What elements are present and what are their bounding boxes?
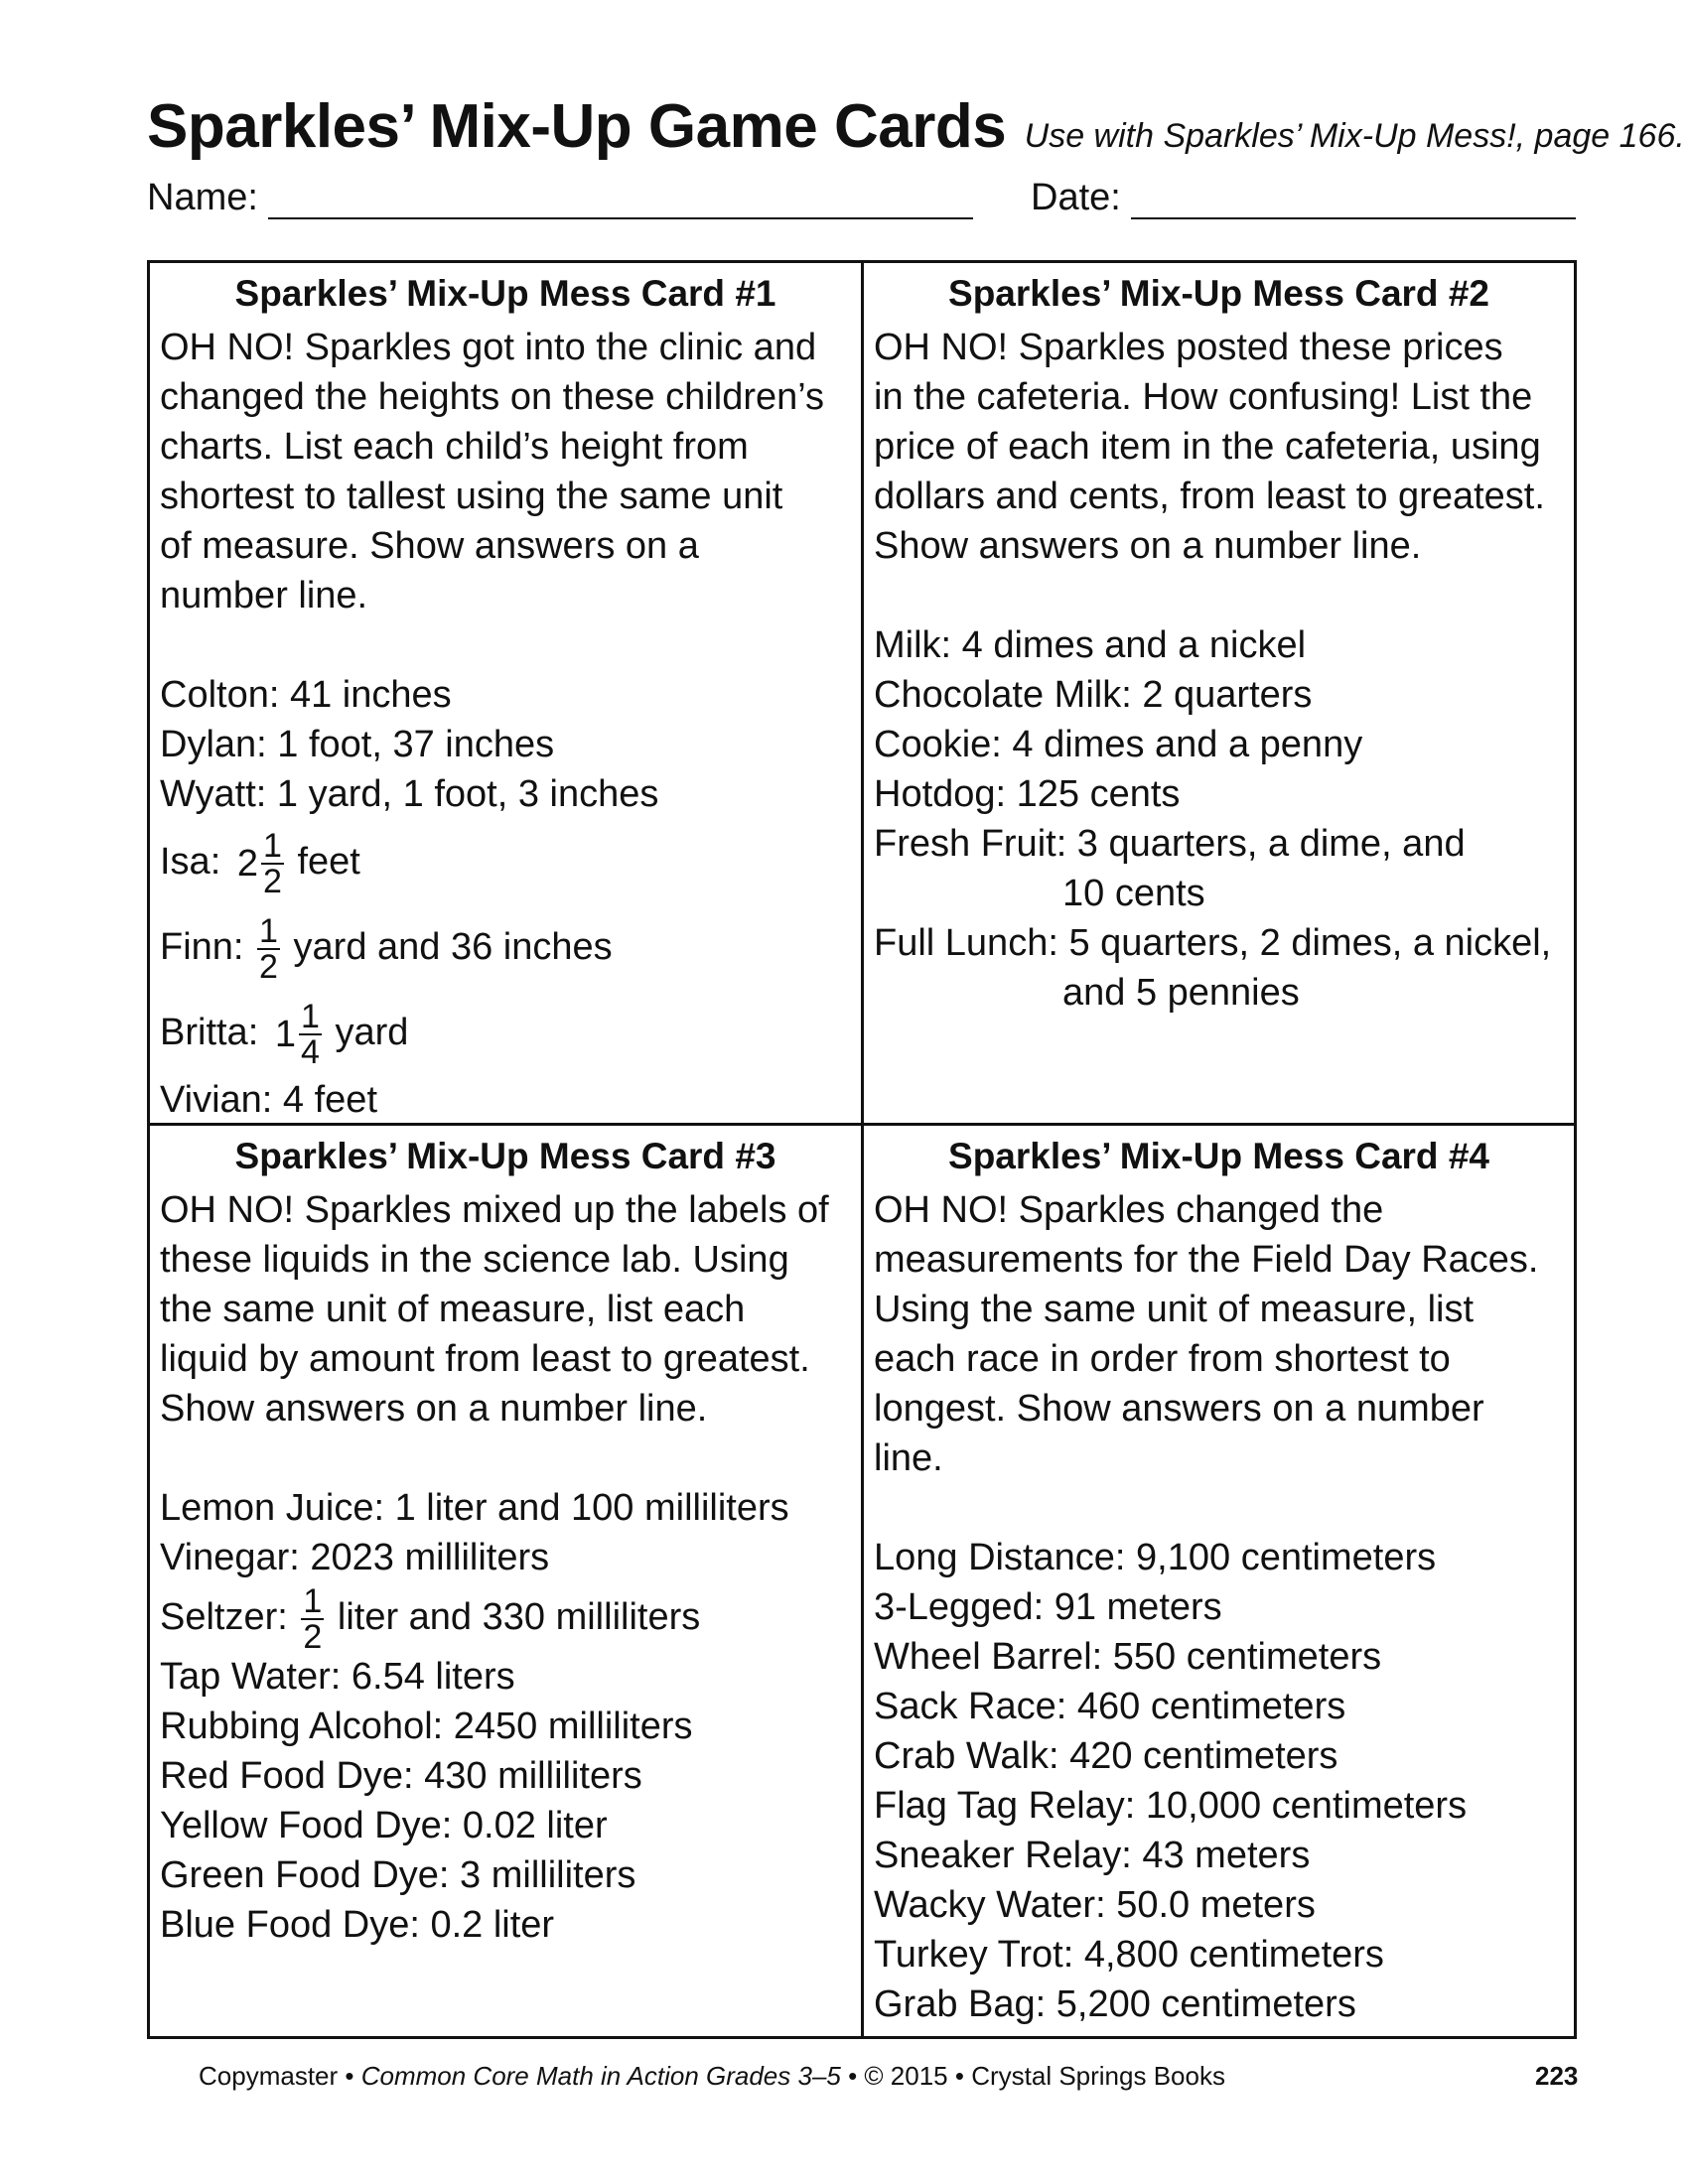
card-title: Sparkles’ Mix-Up Mess Card #2 <box>948 273 1489 314</box>
intro-line: of measure. Show answers on a <box>160 525 699 567</box>
list-item-isa <box>160 819 851 904</box>
item-label: Seltzer: <box>160 1596 288 1638</box>
list-item: Vivian: 4 feet <box>160 1079 378 1121</box>
page-number: 223 <box>1535 2061 1579 2091</box>
card-intro <box>160 323 851 620</box>
name-label: Name: <box>147 177 258 218</box>
page-subtitle: Use with Sparkles’ Mix-Up Mess!, page 166. <box>1024 117 1685 155</box>
list-item: Full Lunch: 5 quarters, 2 dimes, a nickel, <box>874 922 1552 964</box>
list-item: Blue Food Dye: 0.2 liter <box>160 1904 555 1946</box>
card-intro <box>160 1185 851 1433</box>
intro-line: OH NO! Sparkles got into the clinic and <box>160 327 817 368</box>
item-unit: yard <box>335 1012 409 1053</box>
fraction <box>301 1581 324 1656</box>
list-item: Tap Water: 6.54 liters <box>160 1656 515 1698</box>
intro-line: the same unit of measure, list each <box>160 1289 746 1330</box>
list-item: Rubbing Alcohol: 2450 milliliters <box>160 1706 693 1747</box>
item-unit: yard and 36 inches <box>293 926 613 968</box>
list-item-continuation: 10 cents <box>1062 873 1205 914</box>
intro-line: these liquids in the science lab. Using <box>160 1239 789 1281</box>
intro-line: OH NO! Sparkles changed the <box>874 1189 1384 1231</box>
list-item-britta <box>160 990 851 1075</box>
list-item: Green Food Dye: 3 milliliters <box>160 1854 636 1896</box>
page-title: Sparkles’ Mix-Up Game Cards <box>147 92 1007 161</box>
intro-line: line. <box>874 1437 943 1479</box>
page-header <box>147 91 1685 171</box>
intro-line: dollars and cents, from least to greatest. <box>874 476 1545 517</box>
fraction-numerator: 1 <box>303 1581 323 1620</box>
date-label: Date: <box>1031 177 1121 218</box>
fraction-denominator: 2 <box>259 947 278 986</box>
intro-line: measurements for the Field Day Races. <box>874 1239 1539 1281</box>
intro-line: charts. List each child’s height from <box>160 426 749 468</box>
list-item: Hotdog: 125 cents <box>874 773 1181 815</box>
list-item: 3-Legged: 91 meters <box>874 1586 1222 1628</box>
intro-line: OH NO! Sparkles posted these prices <box>874 327 1503 368</box>
fraction <box>299 997 322 1071</box>
list-item: Grab Bag: 5,200 centimeters <box>874 1983 1356 2025</box>
footer-book-title: Common Core Math in Action Grades 3–5 <box>360 2061 841 2091</box>
card-1 <box>150 263 861 1123</box>
fraction <box>261 826 284 900</box>
footer-prefix: Copymaster • <box>199 2061 361 2091</box>
intro-line: price of each item in the cafeteria, using <box>874 426 1541 468</box>
intro-line: OH NO! Sparkles mixed up the labels of <box>160 1189 829 1231</box>
footer-suffix: • © 2015 • Crystal Springs Books <box>840 2061 1225 2091</box>
intro-line: Show answers on a number line. <box>160 1388 708 1430</box>
list-item: Cookie: 4 dimes and a penny <box>874 724 1363 765</box>
intro-line: shortest to tallest using the same unit <box>160 476 783 517</box>
intro-line: in the cafeteria. How confusing! List the <box>874 376 1533 418</box>
fraction-denominator: 2 <box>303 1617 323 1656</box>
intro-line: liquid by amount from least to greatest. <box>160 1338 810 1380</box>
list-item: Chocolate Milk: 2 quarters <box>874 674 1313 716</box>
fraction-denominator: 2 <box>262 862 282 900</box>
fraction-numerator: 1 <box>300 997 320 1035</box>
item-unit: feet <box>297 841 360 883</box>
list-item: Colton: 41 inches <box>160 674 452 716</box>
list-item-finn <box>160 904 851 990</box>
mixed-whole: 1 <box>274 1013 296 1055</box>
item-label: Isa: <box>160 841 221 883</box>
card-2 <box>864 263 1574 1123</box>
mixed-whole: 2 <box>236 842 258 885</box>
list-item: Sack Race: 460 centimeters <box>874 1686 1346 1727</box>
fraction <box>257 911 280 986</box>
intro-line: Using the same unit of measure, list <box>874 1289 1475 1330</box>
item-label: Britta: <box>160 1012 259 1053</box>
name-field[interactable] <box>147 177 973 226</box>
list-item: Wacky Water: 50.0 meters <box>874 1884 1316 1926</box>
card-title: Sparkles’ Mix-Up Mess Card #1 <box>234 273 776 314</box>
list-item: Lemon Juice: 1 liter and 100 milliliters <box>160 1487 789 1529</box>
intro-line: Show answers on a number line. <box>874 525 1422 567</box>
card-title: Sparkles’ Mix-Up Mess Card #4 <box>948 1136 1489 1176</box>
list-item: Milk: 4 dimes and a nickel <box>874 624 1307 666</box>
list-item: Sneaker Relay: 43 meters <box>874 1835 1311 1876</box>
list-item: Wheel Barrel: 550 centimeters <box>874 1636 1382 1678</box>
list-item: Long Distance: 9,100 centimeters <box>874 1537 1437 1578</box>
date-field[interactable] <box>1031 177 1576 226</box>
list-item: Dylan: 1 foot, 37 inches <box>160 724 555 765</box>
intro-line: changed the heights on these children’s <box>160 376 825 418</box>
card-4 <box>864 1126 1574 2036</box>
card-title: Sparkles’ Mix-Up Mess Card #3 <box>234 1136 776 1176</box>
list-item: Fresh Fruit: 3 quarters, a dime, and <box>874 823 1466 865</box>
fraction-numerator: 1 <box>259 911 278 950</box>
list-item: Turkey Trot: 4,800 centimeters <box>874 1934 1384 1976</box>
list-item: Yellow Food Dye: 0.02 liter <box>160 1805 608 1846</box>
footer-credit <box>199 2061 1225 2092</box>
item-label: Finn: <box>160 926 244 968</box>
item-unit: liter and 330 milliliters <box>337 1596 701 1638</box>
list-item: Vinegar: 2023 milliliters <box>160 1537 550 1578</box>
intro-line: each race in order from shortest to <box>874 1338 1451 1380</box>
name-line[interactable] <box>268 178 973 219</box>
card-intro <box>874 323 1564 571</box>
date-line[interactable] <box>1131 178 1576 219</box>
cards-grid <box>147 260 1577 2039</box>
list-item: Wyatt: 1 yard, 1 foot, 3 inches <box>160 773 659 815</box>
list-item: Crab Walk: 420 centimeters <box>874 1735 1338 1777</box>
list-item-seltzer <box>160 1581 851 1656</box>
intro-line: longest. Show answers on a number <box>874 1388 1484 1430</box>
fraction-numerator: 1 <box>262 826 282 865</box>
card-intro <box>874 1185 1564 1483</box>
list-item-continuation: and 5 pennies <box>1062 972 1300 1014</box>
card-3 <box>150 1126 861 2036</box>
intro-line: number line. <box>160 575 368 616</box>
fraction-denominator: 4 <box>300 1032 320 1071</box>
list-item: Flag Tag Relay: 10,000 centimeters <box>874 1785 1468 1827</box>
list-item: Red Food Dye: 430 milliliters <box>160 1755 642 1797</box>
